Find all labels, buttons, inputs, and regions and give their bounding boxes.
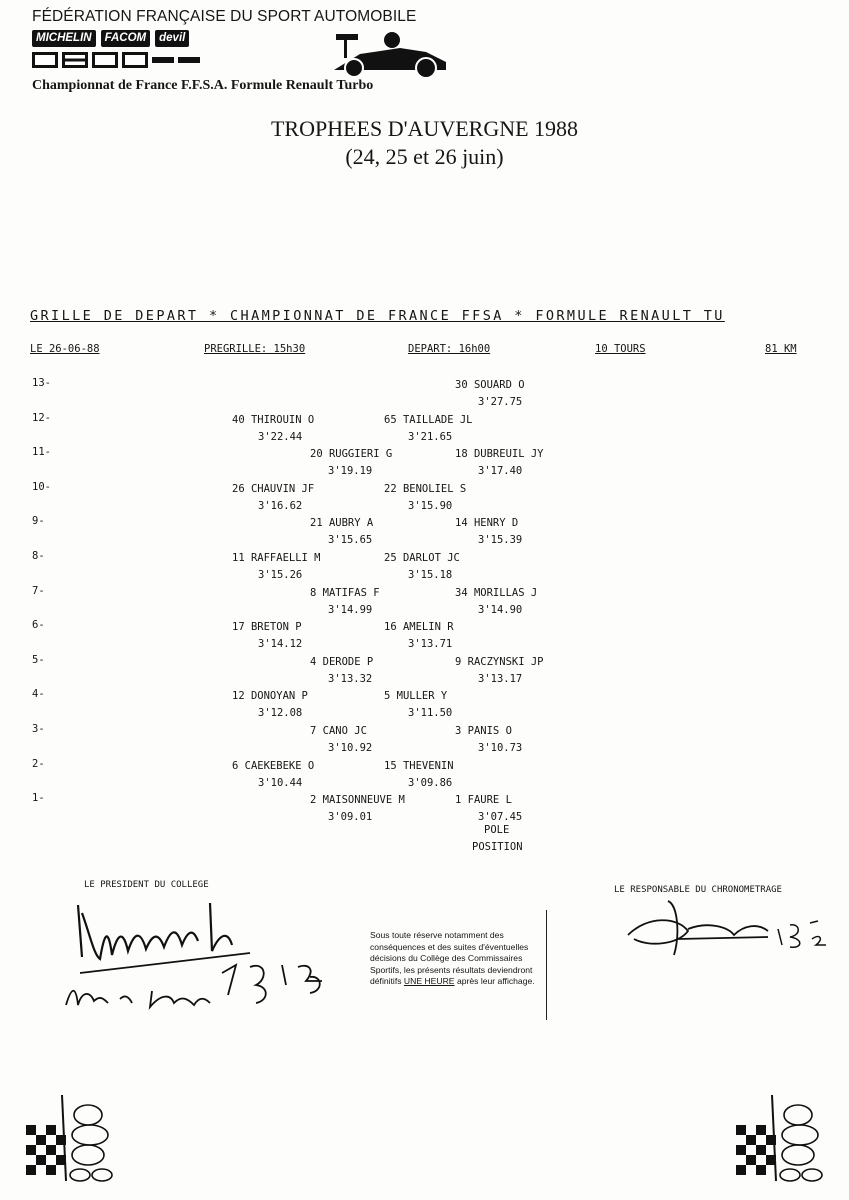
notice-text-end: après leur affichage. [456, 976, 535, 986]
driver-entry: 25 DARLOT JC [384, 552, 460, 564]
driver-entry: 22 BENOLIEL S [384, 482, 467, 495]
checkered-flag-icon [732, 1085, 832, 1185]
grid-row-number: 9- [32, 515, 45, 528]
driver-entry: 20 RUGGIERI G [310, 448, 393, 461]
notice-emphasis: UNE HEURE [403, 976, 455, 986]
chrono-signature [618, 895, 828, 965]
chrono-label: LE RESPONSABLE DU CHRONOMETRAGE [614, 885, 782, 895]
sponsor-logo: FACOM [101, 30, 151, 47]
elf-logo [32, 52, 200, 68]
qualifying-time: 3'11.50 [408, 707, 453, 720]
driver-entry: 26 CHAUVIN JF [232, 482, 315, 495]
sponsor-logos [32, 30, 189, 47]
driver-entry: 18 DUBREUIL JY [455, 448, 544, 461]
pole-label: POSITION [472, 841, 523, 853]
qualifying-time: 3'10.92 [328, 742, 373, 754]
qualifying-time: 3'13.17 [478, 672, 523, 685]
driver-entry: 21 AUBRY A [310, 517, 374, 530]
president-signature [60, 895, 340, 1015]
grid-row-number: 2- [32, 757, 45, 770]
grid-row-number: 5- [32, 653, 45, 666]
president-label: LE PRESIDENT DU COLLEGE [84, 880, 209, 890]
qualifying-time: 3'10.44 [258, 776, 303, 789]
driver-entry: 6 CAEKEBEKE O [232, 759, 315, 772]
qualifying-time: 3'15.65 [328, 534, 373, 547]
race-car-icon [330, 26, 450, 78]
qualifying-time: 3'15.18 [408, 569, 453, 581]
laps-count: 10 TOURS [595, 343, 646, 355]
grid-row-number: 4- [32, 688, 45, 701]
grid-row-number: 11- [32, 446, 51, 459]
qualifying-time: 3'07.45 [478, 811, 523, 824]
grid-row-number: 3- [32, 723, 45, 735]
qualifying-time: 3'22.44 [258, 430, 303, 443]
qualifying-time: 3'17.40 [478, 465, 523, 478]
driver-entry: 30 SOUARD O [455, 379, 525, 391]
grid-row-number: 7- [32, 584, 45, 597]
federation-name: FÉDÉRATION FRANÇAISE DU SPORT AUTOMOBILE [32, 8, 417, 25]
pole-label: POLE [484, 824, 510, 836]
driver-entry: 4 DERODE P [310, 655, 374, 668]
driver-entry: 2 MAISONNEUVE M [310, 794, 405, 807]
driver-entry: 7 CANO JC [310, 725, 367, 737]
driver-entry: 15 THEVENIN [384, 759, 454, 772]
driver-entry: 1 FAURE L [455, 794, 512, 807]
sponsor-logo: devil [155, 30, 189, 47]
qualifying-time: 3'09.01 [328, 811, 373, 824]
results-notice [370, 930, 540, 988]
driver-entry: 16 AMELIN R [384, 621, 454, 634]
driver-entry: 40 THIROUIN O [232, 413, 315, 426]
race-date: LE 26-06-88 [30, 343, 100, 355]
qualifying-time: 3'13.32 [328, 672, 373, 685]
qualifying-time: 3'15.90 [408, 499, 453, 512]
qualifying-time: 3'14.99 [328, 603, 373, 616]
notice-divider [546, 910, 547, 1020]
pregrid-time: PREGRILLE: 15h30 [204, 343, 306, 355]
sponsor-logo: MICHELIN [32, 30, 96, 47]
qualifying-time: 3'14.12 [258, 638, 303, 651]
event-title: TROPHEES D'AUVERGNE 1988 [270, 116, 579, 141]
qualifying-time: 3'15.26 [258, 569, 303, 581]
driver-entry: 9 RACZYNSKI JP [455, 655, 544, 668]
driver-entry: 34 MORILLAS J [455, 586, 538, 599]
qualifying-time: 3'19.19 [328, 465, 373, 478]
qualifying-time: 3'21.65 [408, 430, 453, 443]
qualifying-time: 3'13.71 [408, 638, 453, 651]
qualifying-time: 3'10.73 [478, 742, 523, 754]
driver-entry: 12 DONOYAN P [232, 690, 308, 703]
driver-entry: 65 TAILLADE JL [384, 413, 473, 426]
qualifying-time: 3'27.75 [478, 396, 523, 408]
qualifying-time: 3'16.62 [258, 499, 303, 512]
grid-row-number: 13- [32, 377, 51, 389]
driver-entry: 8 MATIFAS F [310, 586, 380, 599]
grid-row-number: 1- [32, 792, 45, 805]
event-dates: (24, 25 et 26 juin) [345, 144, 504, 169]
notice-text: Sous toute réserve notamment des conséquences et des suites d'éventuelles décisions du Collège des Commissaires Sportifs, les présents résultats deviendront définitifs [370, 930, 533, 986]
driver-entry: 5 MULLER Y [384, 690, 448, 703]
grid-row-number: 10- [32, 480, 51, 493]
grid-heading: GRILLE DE DEPART * CHAMPIONNAT DE FRANCE FFSA * FORMULE RENAULT TU [30, 308, 725, 324]
driver-entry: 17 BRETON P [232, 621, 302, 634]
driver-entry: 3 PANIS O [455, 725, 512, 737]
grid-row-number: 12- [32, 411, 51, 424]
grid-row-number: 6- [32, 619, 45, 632]
driver-entry: 14 HENRY D [455, 517, 519, 530]
driver-entry: 11 RAFFAELLI M [232, 552, 321, 564]
qualifying-time: 3'12.08 [258, 707, 303, 720]
qualifying-time: 3'09.86 [408, 776, 453, 789]
qualifying-time: 3'14.90 [478, 603, 523, 616]
start-time: DEPART: 16h00 [408, 343, 491, 355]
race-distance: 81 KM [765, 343, 797, 355]
qualifying-time: 3'15.39 [478, 534, 523, 547]
championship-line: Championnat de France F.F.S.A. Formule Renault Turbo [32, 78, 374, 93]
checkered-flag-icon [22, 1085, 122, 1185]
grid-row-number: 8- [32, 550, 45, 562]
